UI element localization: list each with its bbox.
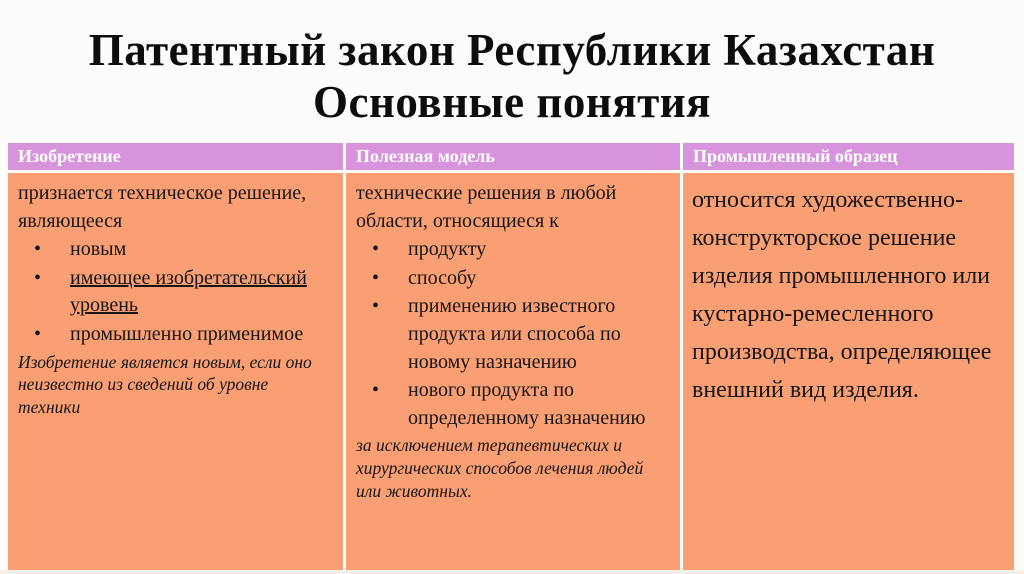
bottom-strip — [0, 570, 1024, 574]
bullet-text: способу — [408, 266, 477, 289]
slide-title-line-2: Основные понятия — [313, 77, 711, 128]
cell-izobretenie — [8, 173, 343, 570]
bullet-item — [18, 265, 331, 320]
column-header-izobretenie: Изобретение — [8, 143, 343, 170]
bullet-item — [356, 236, 668, 264]
bullet-text: новым — [70, 238, 127, 261]
concepts-table — [8, 143, 1014, 570]
bullet-item — [18, 236, 331, 264]
bullet-item — [18, 321, 331, 349]
poleznaya-model-note: за исключением терапевтических и хирургических способов лечения людей или животных. — [356, 435, 644, 502]
bullet-text: промышленно применимое — [70, 322, 304, 345]
bullet-item — [356, 377, 668, 432]
poleznaya-model-intro: технические решения в любой области, относящиеся к — [356, 182, 617, 232]
cell-promyshlennyj-obrazec — [683, 173, 1014, 570]
cell-poleznaya-model — [346, 173, 680, 570]
bullet-text-underlined: имеющее изобретательский уровень — [70, 266, 307, 317]
poleznaya-model-bullet-list — [356, 236, 668, 432]
promyshlennyj-obrazec-text: относится художественно-конструкторское решение изделия промышленного или кустарно-ремесленного производства, определяющее внешний вид изделия. — [692, 187, 992, 403]
izobretenie-intro: признается техническое решение, являющееся — [18, 182, 307, 232]
izobretenie-bullet-list — [18, 236, 331, 348]
slide-title-line-1: Патентный закон Республики Казахстан — [88, 25, 936, 75]
bullet-text: продукту — [408, 238, 487, 261]
bullet-text: нового продукта по определенному назначению — [408, 379, 646, 429]
slide-title — [0, 0, 1024, 128]
izobretenie-note: Изобретение является новым, если оно неизвестно из сведений об уровне техники — [18, 351, 312, 418]
bullet-item — [356, 265, 668, 293]
bullet-text: применению известного продукта или способа по новому назначению — [408, 295, 621, 373]
column-header-poleznaya-model: Полезная модель — [346, 143, 680, 170]
column-header-promyshlennyj-obrazec: Промышленный образец — [683, 143, 1014, 170]
bullet-item — [356, 293, 668, 376]
